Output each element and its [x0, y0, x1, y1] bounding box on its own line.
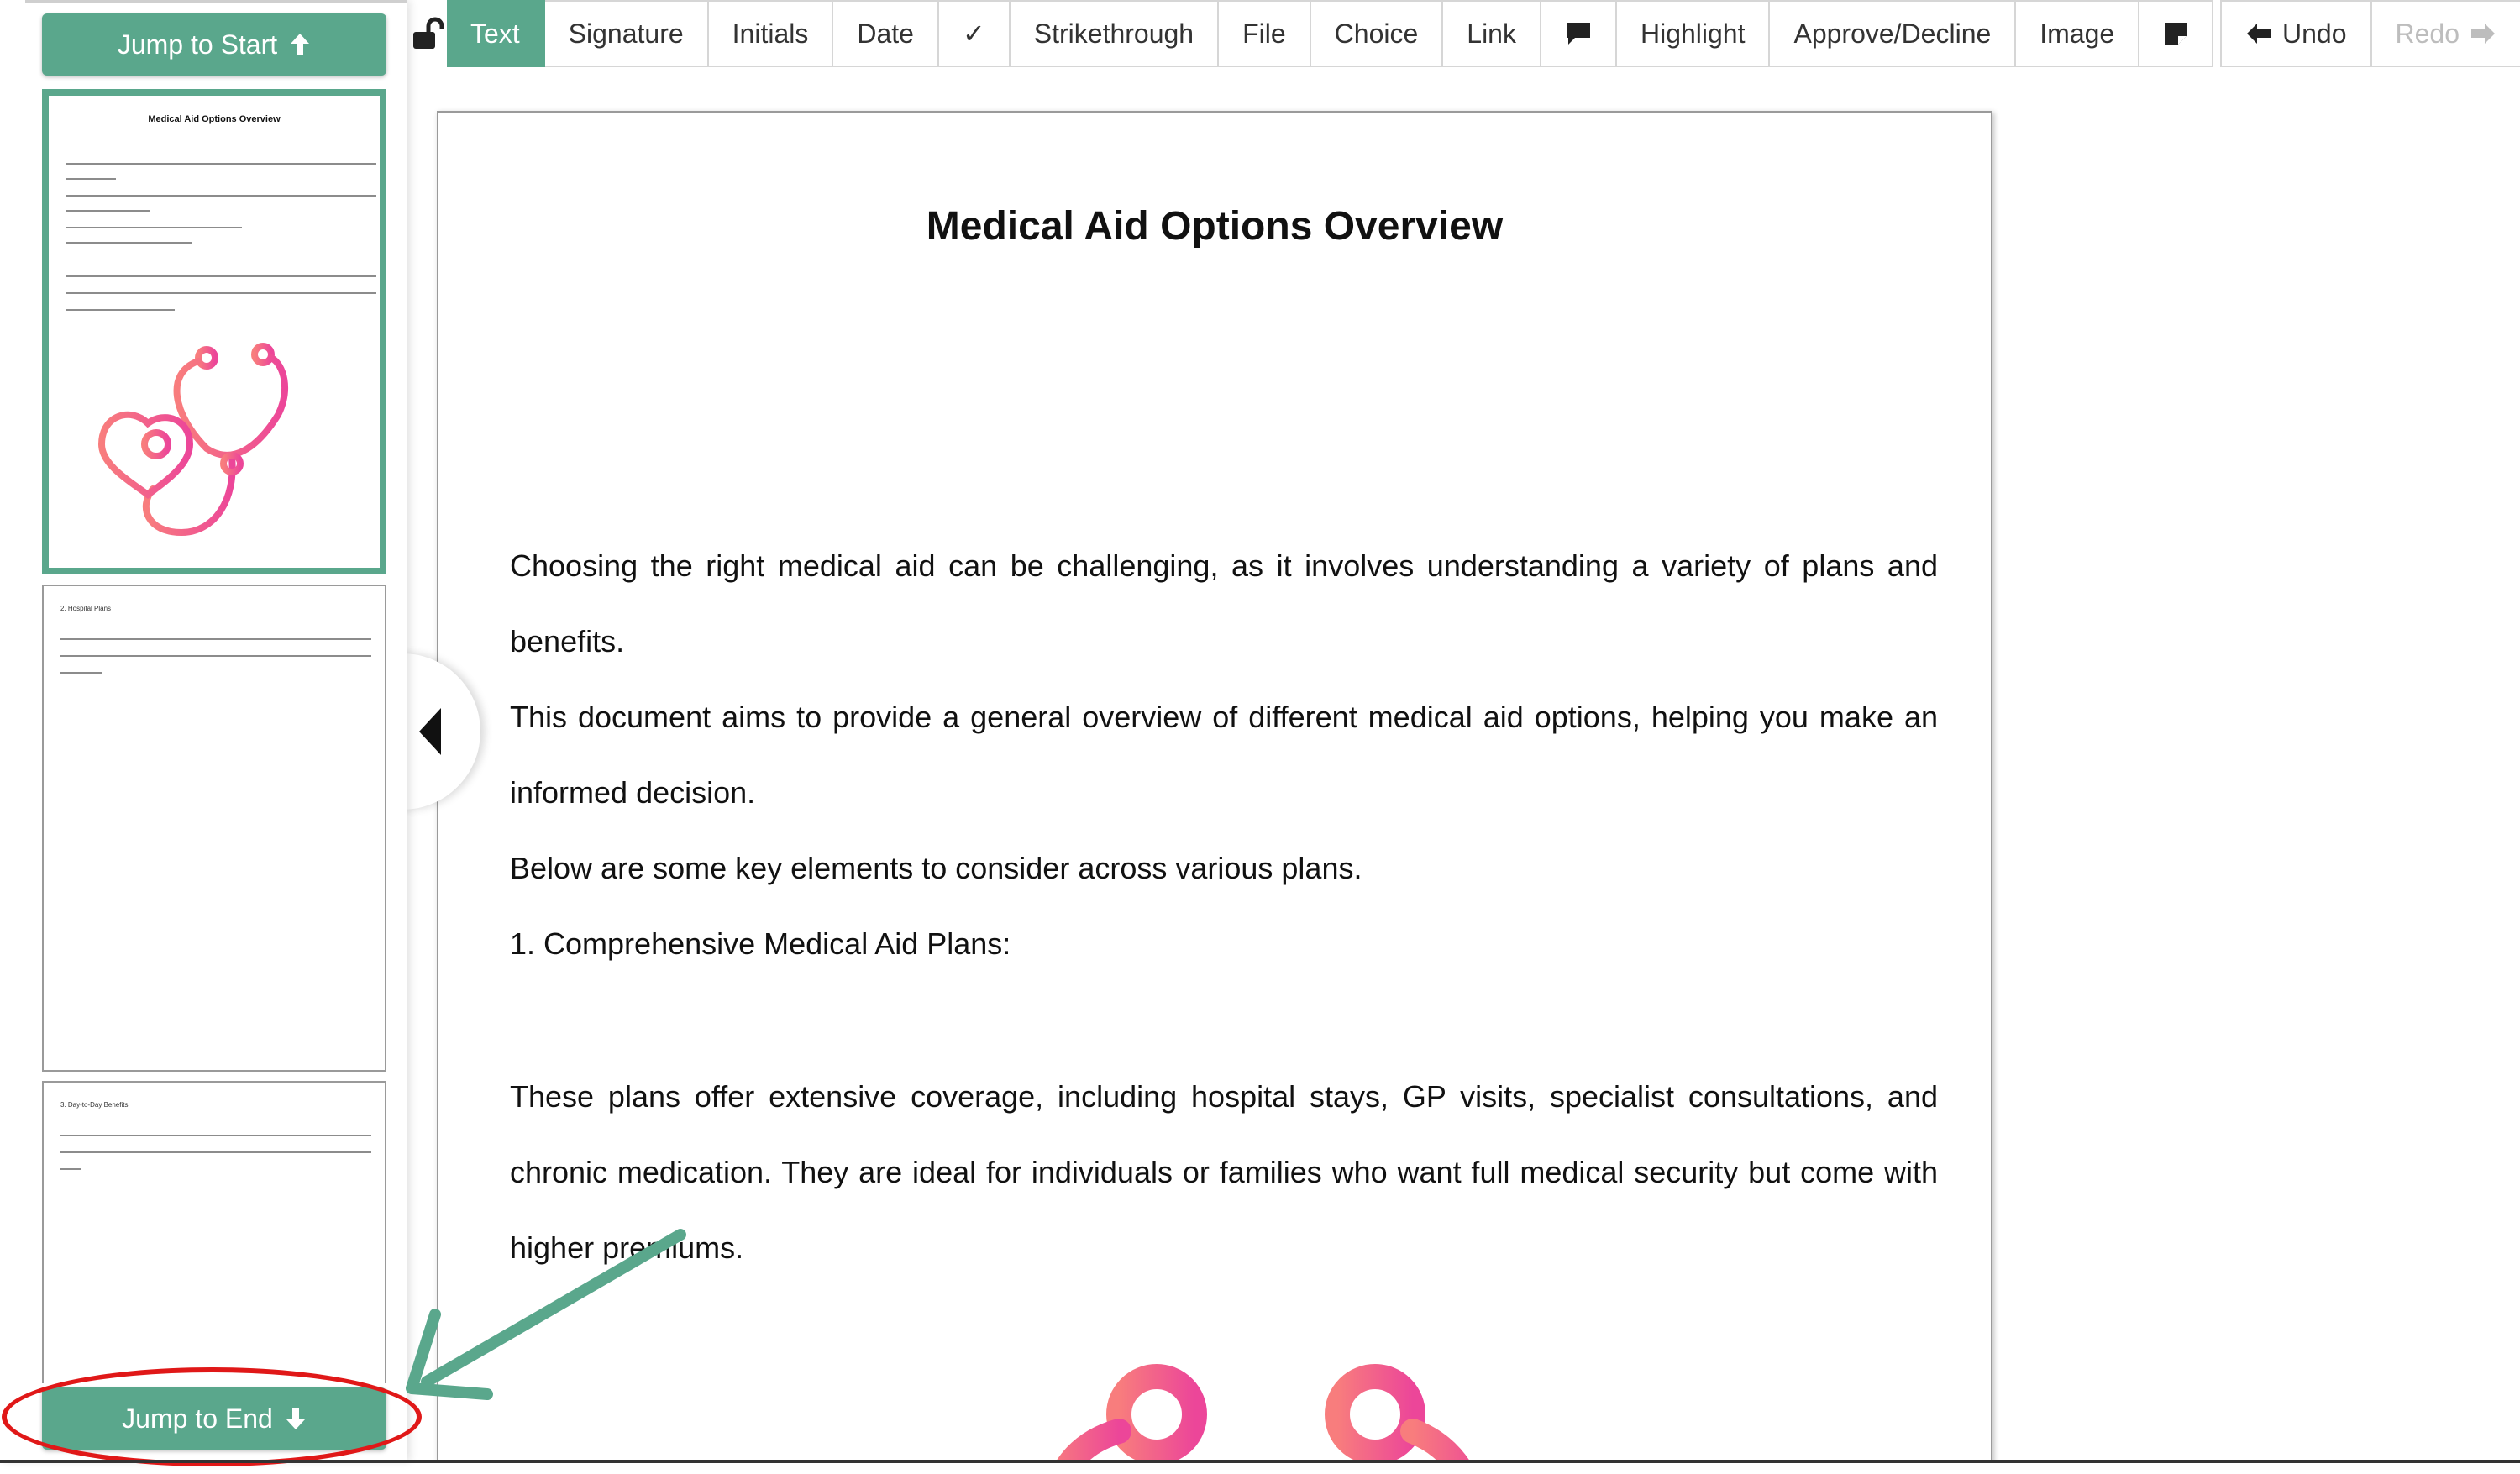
tool-image-label: Image [2040, 18, 2115, 49]
thumbnail-text-line [60, 1168, 81, 1170]
document-title: Medical Aid Options Overview [926, 204, 1504, 249]
tool-text-label: Text [470, 18, 520, 49]
thumbnail-text-line [60, 655, 371, 657]
annotation-arrow [395, 1222, 706, 1403]
tool-file[interactable] [1219, 0, 1311, 67]
tool-image[interactable] [2016, 0, 2139, 67]
checkmark-icon: ✓ [962, 18, 985, 49]
tool-link-label: Link [1467, 18, 1516, 49]
document-paragraph: Choosing the right medical aid can be challenging, as it involves understanding a variety of plans and benefits. [510, 548, 1938, 658]
unlock-icon [410, 17, 444, 50]
arrow-right-icon [2470, 22, 2496, 45]
tool-signature-label: Signature [568, 18, 684, 49]
tool-approve-decline[interactable] [1770, 0, 2016, 67]
tool-choice[interactable] [1311, 0, 1444, 67]
highlight-annotation-ellipse [2, 1367, 422, 1466]
tool-date-label: Date [857, 18, 914, 49]
thumbnail-heading: 3. Day-to-Day Benefits [60, 1101, 129, 1109]
document-paragraph: This document aims to provide a general overview of different medical aid options, helping you make an informed decision. [510, 700, 1938, 810]
tool-file-label: File [1242, 18, 1286, 49]
annotation-toolbar [407, 0, 2520, 67]
tool-checkmark[interactable] [939, 0, 1011, 67]
tool-comment[interactable] [1541, 0, 1617, 67]
redo-label: Redo [2395, 18, 2460, 49]
sticky-note-icon [2163, 21, 2188, 46]
arrow-left-icon [2245, 22, 2272, 45]
thumbnail-text-line [66, 210, 150, 212]
page-thumbnail-1[interactable] [42, 89, 386, 574]
undo-label: Undo [2282, 18, 2347, 49]
tool-initials-label: Initials [732, 18, 809, 49]
lock-toggle[interactable] [407, 0, 447, 67]
undo-button[interactable] [2220, 0, 2372, 67]
tool-strikethrough-label: Strikethrough [1033, 18, 1194, 49]
stethoscope-illustration [875, 1322, 1547, 1461]
jump-to-end-label: Jump to End [122, 1403, 273, 1434]
page-thumbnail-2[interactable] [42, 585, 386, 1072]
document-paragraph: 1. Comprehensive Medical Aid Plans: [510, 926, 1011, 961]
bottom-border [0, 1460, 2520, 1463]
thumbnail-text-line [66, 275, 376, 277]
thumbnail-text-line [66, 242, 192, 244]
stethoscope-heart-thumbnail-illustration [97, 339, 307, 541]
redo-button[interactable] [2372, 0, 2520, 67]
thumbnail-text-line [60, 672, 102, 674]
thumbnail-text-line [66, 292, 376, 294]
tool-link[interactable] [1443, 0, 1541, 67]
thumbnail-heading: 2. Hospital Plans [60, 605, 112, 612]
sidebar-divider [25, 0, 407, 3]
thumbnail-title: Medical Aid Options Overview [148, 114, 281, 124]
thumbnail-text-line [60, 638, 371, 640]
thumbnail-text-line [66, 163, 376, 165]
tool-signature[interactable] [545, 0, 709, 67]
document-paragraph: Below are some key elements to consider across various plans. [510, 851, 1362, 885]
page-thumbnail-sidebar [0, 0, 407, 1461]
tool-approve-decline-label: Approve/Decline [1793, 18, 1992, 49]
tool-initials[interactable] [709, 0, 834, 67]
tool-highlight-label: Highlight [1640, 18, 1746, 49]
tool-date[interactable] [833, 0, 939, 67]
jump-to-start-button[interactable] [42, 13, 386, 76]
thumbnail-text-line [66, 309, 175, 311]
comment-icon [1565, 21, 1592, 46]
thumbnail-text-line [60, 1135, 371, 1136]
page-thumbnail-3[interactable] [42, 1081, 386, 1383]
document-viewer [407, 67, 2520, 1461]
tool-choice-label: Choice [1334, 18, 1419, 49]
thumbnail-text-line [66, 195, 376, 197]
tool-sticky-note[interactable] [2139, 0, 2213, 67]
tool-text[interactable] [447, 0, 545, 67]
thumbnail-text-line [66, 227, 242, 228]
caret-left-icon [416, 706, 444, 757]
tool-highlight[interactable] [1617, 0, 1771, 67]
jump-to-start-label: Jump to Start [117, 29, 278, 60]
document-paragraph: These plans offer extensive coverage, including hospital stays, GP visits, specialist consultations, and chronic medication. They are ideal for individuals or families who want full medical security but come with higher premiums. [510, 1079, 1938, 1265]
tool-strikethrough[interactable] [1011, 0, 1219, 67]
thumbnail-text-line [60, 1151, 371, 1153]
arrow-up-icon [289, 32, 311, 57]
thumbnail-text-line [66, 178, 116, 180]
